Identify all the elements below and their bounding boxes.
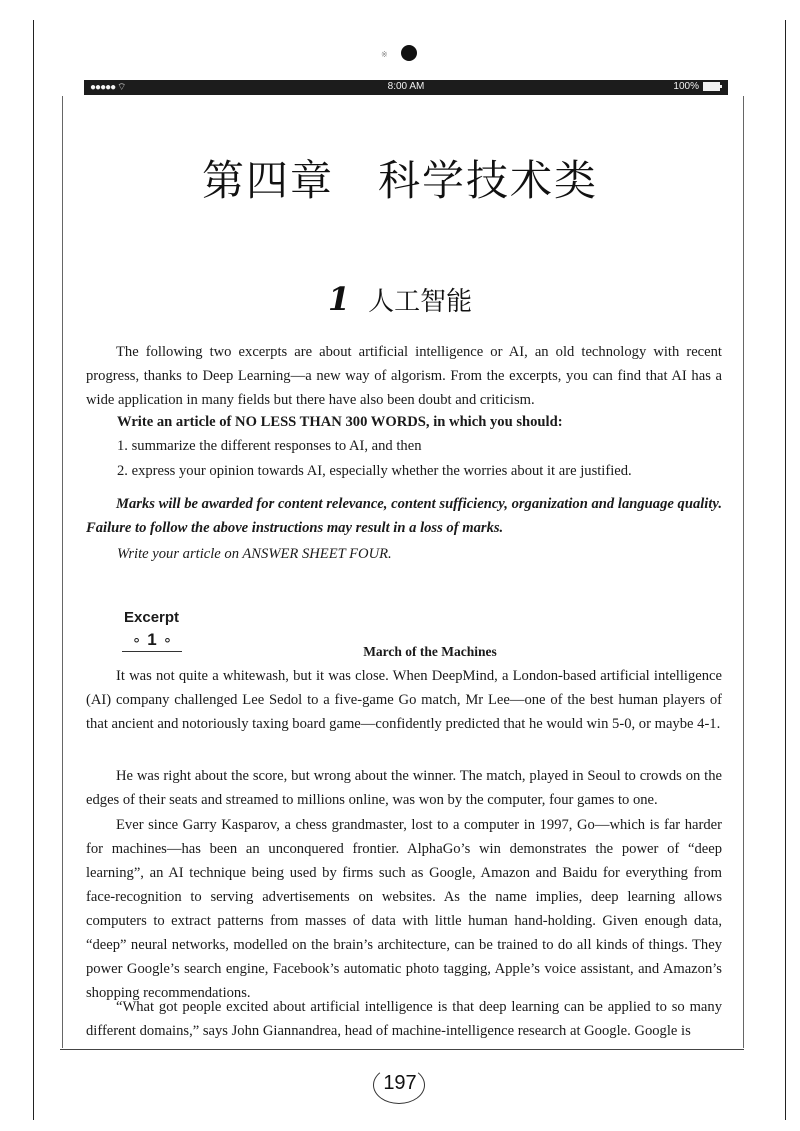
section-title (0, 280, 800, 318)
marks-note: Marks will be awarded for content relevance, content sufficiency, organization and language quality. Failure to follow the above instructions may result in a loss of marks. (86, 496, 722, 536)
answer-sheet-note: Write your article on ANSWER SHEET FOUR. (117, 546, 392, 562)
status-bar (84, 80, 728, 95)
excerpt-number: ∘ 1 ∘ (122, 630, 182, 652)
excerpt-paragraph-4: “What got people excited about artificial intelligence is that deep learning can be applied to so many different domains,” says John Giannandrea, head of machine-intelligence research at Google. Google is (86, 999, 722, 1039)
excerpt-label: Excerpt (124, 609, 180, 626)
instruction-heading: Write an article of NO LESS THAN 300 WORDS, in which you should: (117, 414, 563, 430)
task-item-1: 1. summarize the different responses to AI, and then (117, 438, 422, 454)
task-item-2: 2. express your opinion towards AI, especially whether the worries about it are justified. (117, 463, 632, 479)
battery-icon (703, 82, 720, 91)
chapter-title (0, 148, 800, 208)
battery-percent: 100% (673, 81, 699, 92)
page-number: 197 (383, 1072, 417, 1094)
article-title: March of the Machines (363, 644, 497, 659)
sensor-icon: ※ (381, 50, 388, 59)
excerpt-paragraph-3: Ever since Garry Kasparov, a chess grandmaster, lost to a computer in 1997, Go—which is far harder for machines—has been an unconquered frontier. AlphaGo’s win demonstrates the power of “deep learning”, an AI technique being used by firms such as Google, Amazon and Baidu for everything from face-recognition to serving advertisements on websites. As the name implies, deep learning allows computers to extract patterns from masses of data with little human hand-holding. Given enough data, “deep” neural networks, modelled on the brain’s architecture, can be trained to do all kinds of things. They power Google’s search engine, Facebook’s automatic photo tagging, Apple’s voice assistant, and Amazon’s shopping recommendations. (86, 817, 722, 1001)
chapter-name: 科学技术类 (378, 156, 599, 205)
section-number: 1 (327, 280, 351, 318)
excerpt-paragraph-1: It was not quite a whitewash, but it was close. When DeepMind, a London-based artificial intelligence (AI) company challenged Lee Sedol to a five-game Go match, Mr Lee—one of the best human players of that ancient and notoriously taxing board game—confidently predicted that he would win 5-0, or maybe 4-1. (86, 668, 722, 732)
camera-icon (401, 45, 417, 61)
signal-icon: ●●●●● ⌔ (90, 82, 126, 93)
section-name: 人工智能 (368, 287, 473, 317)
battery-indicator (673, 81, 720, 92)
intro-paragraph: The following two excerpts are about artificial intelligence or AI, an old technology with recent progress, thanks to Deep Learning—a new way of algorism. From the excerpts, you can find that AI has a wide application in many fields but there have also been doubt and criticism. (86, 344, 722, 408)
chapter-part: 第四章 (201, 156, 334, 205)
bottom-rule (60, 1049, 744, 1050)
inner-right-line (743, 96, 744, 1048)
excerpt-number-value: 1 (147, 630, 157, 649)
status-time: 8:00 AM (387, 81, 425, 92)
inner-left-line (62, 96, 63, 1048)
excerpt-paragraph-2: He was right about the score, but wrong about the winner. The match, played in Seoul to crowds on the edges of their seats and streamed to millions online, was won by the computer, four games to one. (86, 768, 722, 808)
